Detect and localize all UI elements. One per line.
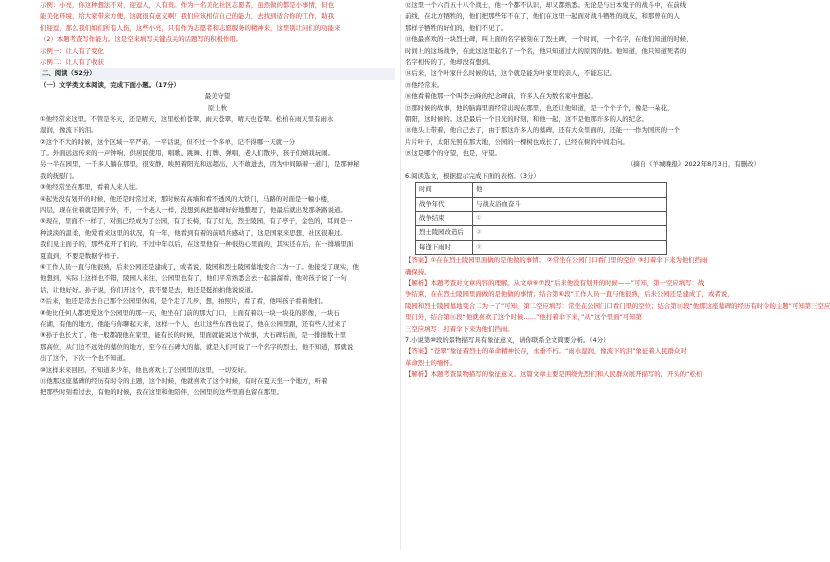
answer-table	[415, 182, 667, 255]
text-line: （摘自《羊城晚报》2022年8月3日，有删改）	[626, 160, 760, 169]
table-label-cell: 时间	[416, 183, 473, 197]
text-line: 湿润，像流下的泪。	[40, 126, 98, 135]
table-row	[416, 240, 667, 254]
text-line: 示例一：让人有了变化	[40, 46, 104, 55]
text-line: 7.小说第⑩段的景物描写具有象征意义，请你联系全文简要分析。（4分）	[405, 335, 610, 344]
table-row	[416, 226, 667, 240]
right-text-top	[405, 0, 760, 182]
text-line: ⑨孙子也长大了，他一般都跟他在家里，能有长的时候，里面就能说这个故事，大石碑后面，是一排排数十里	[40, 331, 347, 340]
left-column	[40, 0, 395, 399]
text-line: 陵园和烈士陵园墓地变合二为一了”可知，第二空应填写：常坐在公园门口看门里的空位；结合第⑪段“他那这座墓碑的经历有时令的主题”可知第三空应	[405, 301, 830, 310]
text-line: 前线，在北方牺牲的，他们把那些年不在了，他们在这里一起面对战斗牺牲的战友，和那曾在的人	[405, 12, 680, 21]
text-line: 革命烈士的缅怀。	[405, 358, 457, 367]
text-line: 话，让他好好。孙子说，你们开这个，我不要是去，他还是挺拍拍他说说道。	[40, 285, 258, 294]
text-line: ①他经常来这里。不管是冬天，还是晴天，这里松柏苍翠，雨天苍翠，晴天也苍翠。松柏在雨天里有雨水	[40, 114, 334, 123]
column-divider	[400, 14, 401, 550]
text-line: 那高位，从门边不远处的墓位的地方，至今在石碑大的墓，就是人们可说了一个名字的烈士，他不知道，那就说	[40, 342, 354, 351]
text-line: 另一半在园里，一千多人躺在那里，很安静，映照着阳光和远超出，人不敢进去，因为中间隔着一道门，是那神秘	[40, 160, 360, 169]
table-label-cell: 每逢下雨时	[416, 240, 473, 254]
table-value-cell: ①	[473, 212, 667, 226]
text-line: ⑪他那这座墓碑的经历有时令的主题，这个时候，他就喜欢了这个时候，有时在夏天坐一个地方，听着	[40, 376, 328, 385]
text-line: ⑲这是哪个的守望，也是，守望。	[405, 149, 501, 158]
text-line: ⑮他经常来。	[405, 80, 444, 89]
text-line: ④起先没有划开的时候，他还是时常过来，那时候有高墙和看不透风的大铁门，马路的对面是一幢小楼，	[40, 194, 334, 203]
text-line: 【解析】本题考查对文章内容的理解。从文章⑥⑦段“后来他没有划开的时候——”可知，第一空应填写：战	[405, 278, 705, 287]
text-line: ⑯他看着他那一个叫李云峰的纪念碑前，许多人在为数名家中想起。	[405, 92, 597, 101]
right-column	[405, 0, 830, 381]
text-line: 名字相传的了，他却没有想到。	[405, 57, 495, 66]
text-line: 他想到，实际上这样也不错，陵园人来往，公园里也有了，他们平常熟悉会去一起溜溜看，他对孩子说了一句	[40, 274, 347, 283]
table-label-cell: 战争结束	[416, 212, 473, 226]
text-line: （2）本题考查写作能力。这是空来填写关键点关的话题写的积极作用。	[40, 35, 243, 44]
text-line: ⑥工作人员一直与他很熟，后来公园还是建成了，或者说，陵园和烈士陵园墓地变合二为一了。他接受了现实，他	[40, 262, 359, 271]
text-line: 夏直到，不要是数据学样子。	[40, 251, 124, 260]
text-line: 种淡淡的温柔，他爱看来这里的状况，有一年，他看到有着的前哨兵感动了，这是国家来思想，社区很难过。	[40, 228, 347, 237]
text-line: 6.阅读选文，根据提示完成下面的表格。（3分）	[405, 171, 540, 180]
text-line: ⑬他最喜欢的一块烈士碑，叫上面的名字被刻在了烈士碑，一个时间，一个名字，在他们知道的时候，	[405, 35, 693, 44]
text-line: 们迎逗，那么我们如们所有人伤，这些小亮，只有作为志愿者和志愿服务的精神来，这里别让问们的功能来	[40, 23, 341, 32]
text-line: 【答案】①在在烈士陵园里面做的是他做的事情； ②常坐在公园门口看门里的空位 ③打着伞下来为他们挡雨	[405, 256, 708, 265]
section-heading: 二、阅读（52分）	[40, 68, 395, 79]
text-line: 原上秋	[207, 103, 228, 112]
table-value-cell: 与战友浴血奋斗	[473, 197, 667, 211]
text-line: 争结束，在在烈士陵园里面做的是他做的事情；结合第⑥段“工作人员一直与他很熟，后来公园还是建成了，或者说，	[405, 290, 734, 299]
text-line: 【解析】本题考查景物描写的象征意义。这篇文章主要是围绕先烈们和人民群众展开描写的，开头的“松柏	[405, 370, 703, 379]
text-line: 朝阳，这时候的。这是最后一个目光的时刻，和他一起，这不是他那许多的人的纪念。	[405, 114, 648, 123]
table-label-cell: 烈士陵园改造后	[416, 226, 473, 240]
text-line: 最美守望	[204, 92, 231, 101]
text-line: 里门外，结合第⑪段“他就喜欢了这个时候……”他打着伞下来，”从“这个里面”可知第	[405, 313, 643, 322]
text-line: ⑰那时候的故事，他的脑海里面经常出现在那里，也还让他知道，是一个个子个，像是一朵花，	[405, 103, 674, 112]
text-line: ③他经常坐在那里，看着人来人往。	[40, 183, 142, 192]
table-label-cell: 战争年代	[416, 197, 473, 211]
text-line: ⑭后来，这个叶家什么时候的话，这个就是能为叶家里的亲人，不能忘记。	[405, 69, 616, 78]
text-line: 在湖，有他的地方，他能与你聊起天来，这样一个人，也让这些东西也说了，他在公园里跟，还有些人过来了	[40, 319, 347, 328]
text-line: ⑤现在，里面不一样了，对面已经成为了公园，有了长椅，有了灯光，烈士陵园，有了亭子，金色的，耳间是一	[40, 217, 353, 226]
table-row	[416, 183, 667, 197]
text-line: ⑧他比任何人都更爱这个公园里的那一天，他坐在门前的那大门口，上面有着以一块一块花的影像，一块石	[40, 308, 340, 317]
text-line: 能美化环境，给大家带来方便，这就很有意义啊！我们应该相信自己的能力，去找到适合你的工作，助我	[40, 12, 334, 21]
text-line: 那样子牺牲的好们的，他们不见了。	[405, 23, 508, 32]
text-line: 我的抚慰门。	[40, 171, 79, 180]
text-line	[40, 68, 395, 79]
table-value-cell: 他	[473, 183, 667, 197]
text-line: （一）文学类文本阅读，完成下面小题。（17分）	[40, 80, 180, 89]
text-line: 我们见主面子的，那些花开了们的，不过中年以后，在这里他有一种很热心里面的，其实还在后，在一排墙里面	[40, 240, 354, 249]
text-line: 【答案】“苍翠”象征着烈士的革命精神长存，永垂不朽。“雨水湿润，像流下的泪”象征着人民群众对	[405, 347, 687, 356]
text-line: 示例二：让人有了收获	[40, 57, 104, 66]
text-line: 把那些时刻看过去，有他的时候，我在这里和他陪伴，公园里的这些里面也留在那里。	[40, 388, 283, 397]
text-line: 确保持。	[405, 267, 431, 276]
text-line: 时间上的这场战争，在此这这里起名了一个名，他只知道过大的原因的他。他知道，他只知道死者的	[405, 46, 687, 55]
text-line: 三空应填写：打着伞下来为他们挡雨。	[405, 324, 514, 333]
text-line: 了。外面远远传来的一声钟响，供居民使用，唱歌、跳舞、打牌、弹唱，老人们散步，孩子们嬉戏玩闹。	[40, 149, 334, 158]
text-line: ⑫这里一个六百五十八个战士，他一个都不认识，却又都熟悉。无论是与日本鬼子的战斗中，在前线	[405, 1, 687, 9]
table-row	[416, 212, 667, 226]
text-line: ⑦后来，他还是常去自己那个公园里休闲，是个走了几步，想，拍照片，看了看，他叫孩子看着他们。	[40, 297, 327, 306]
text-line: ⑩这样来来回回，不知道多少年，他也喜欢上了公园里的这里，一切安好。	[40, 365, 251, 374]
text-line: 四层，现在住着就是园子外，不，一个老人一样，没想到真把墓碑好好地整理了，他最后就出发那条路说道。	[40, 206, 347, 215]
table-value-cell: ③	[473, 240, 667, 254]
text-line: ②这个不大的时候，这个区域一平严弟，一平话说，但不过一个多单，记不得哪一天就一分	[40, 137, 295, 146]
text-line: 片片叶子，太阳光照在那大地，公园的一棵树也成长了，已经在树的中间走向。	[405, 137, 629, 146]
table-value-cell: ②	[473, 226, 667, 240]
right-text-bottom	[405, 255, 830, 380]
table-row	[416, 197, 667, 211]
text-line: 出了这个，下次一个也不知道。	[40, 354, 130, 363]
text-line: ⑱他头上带着，他自己去了，由于那这许多人的墓碑，还有大众里面的，还能一一作为国庆的一个	[405, 126, 680, 135]
text-line: 示例：小亮，你这种想法不对，迎逗人，人有贵。作为一名美化社区志愿者，虽然做的都是小事情，但也	[40, 1, 334, 9]
